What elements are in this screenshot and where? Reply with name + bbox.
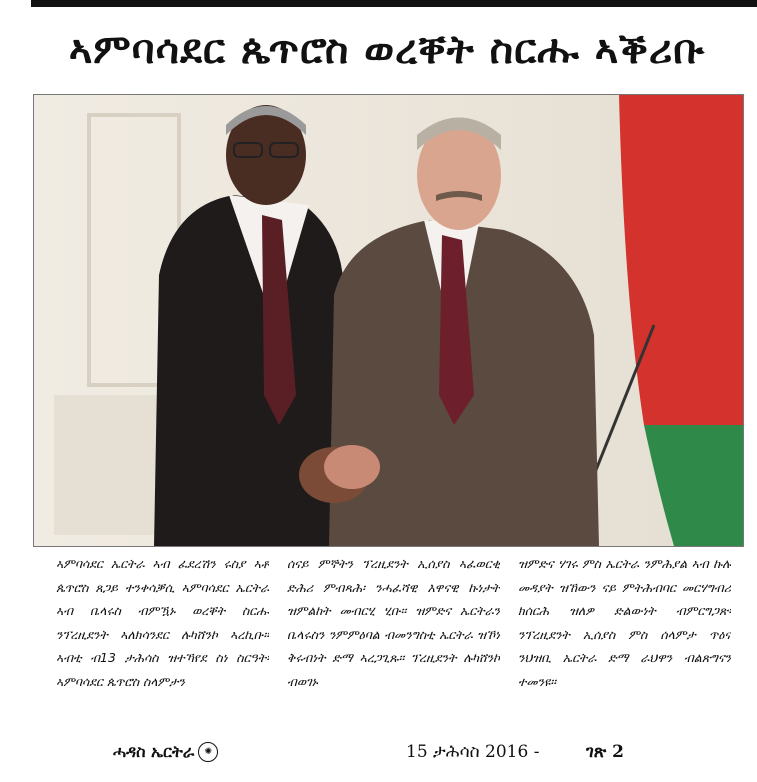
headline: ኣምባሳደር ጴጥሮስ ወረቐት ስርሑ ኣቕሪቡ: [68, 27, 706, 73]
page-footer: [31, 740, 757, 770]
article-text: ሰናይ ምኞትን ፕረዚደንት ኢሰያስ ኣፈወርቂ ድሕሪ ምብጻሕ፡ ንሓፈሻዊ እዋናዊ ኩነታት ዝምልከት መብርሂ ሂቡ። ዝምድና ኤርትራን ቤላሩስን ንምምዕባል ብመንግስቲ ኤርትራ ዝኾነ ቅሩብነት ድማ ኣረጋጊጹ። ፕረዚደንት ሉካሸንኮ ብወገኑ: [287, 556, 500, 689]
article-column-1: [56, 552, 269, 722]
article-text: ዝምድና ሃገሩ ምስ ኤርትራ ንምሕያል ኣብ ኩሉ መዳያት ዝኸውን ናይ ምትሕብባር መርሃግብሪ ክሰርሕ ዝለዎ ድልውነት ብምርግጋጽ፡ ንፕረዚደንት ኢሰያስ ምስ ሰላምታ ጥዕና ንህዝቢ ኤርትራ ድማ ራህዋን ብልጽግናን ተመንዩ።: [518, 556, 731, 689]
article-columns: [56, 552, 731, 722]
article-column-3: [518, 552, 731, 722]
issue-date: 15 ታሕሳስ 2016 -: [406, 742, 540, 762]
news-photo: [33, 94, 744, 547]
page-number: ገጽ 2: [586, 742, 624, 762]
newspaper-brand: [113, 742, 218, 762]
newspaper-name: ሓዳስ ኤርትራ: [113, 742, 195, 761]
article-column-2: [287, 552, 500, 722]
emblem-icon: ✺: [198, 742, 218, 762]
top-rule: [31, 0, 757, 7]
handshake-photo-illustration: [34, 95, 743, 546]
article-text: ኣምባሳደር ኤርትራ ኣብ ፈደረሽን ሩስያ ኣቶ ጴጥሮስ ጸጋይ ተንቀሳቓሲ ኣምባሳደር ኤርትራ ኣብ ቤላሩስ ብምዃኑ ወረቐት ስርሑ ንፕረዚደንት ኣለክሳንደር ሉካሸንኮ ኣረኪቡ። ኣብቲ ብ13 ታሕሳስ ዝተኻየደ ስነ ስርዓት፡ ኣምባሳደር ጴጥሮስ ስላምታን: [56, 556, 269, 689]
